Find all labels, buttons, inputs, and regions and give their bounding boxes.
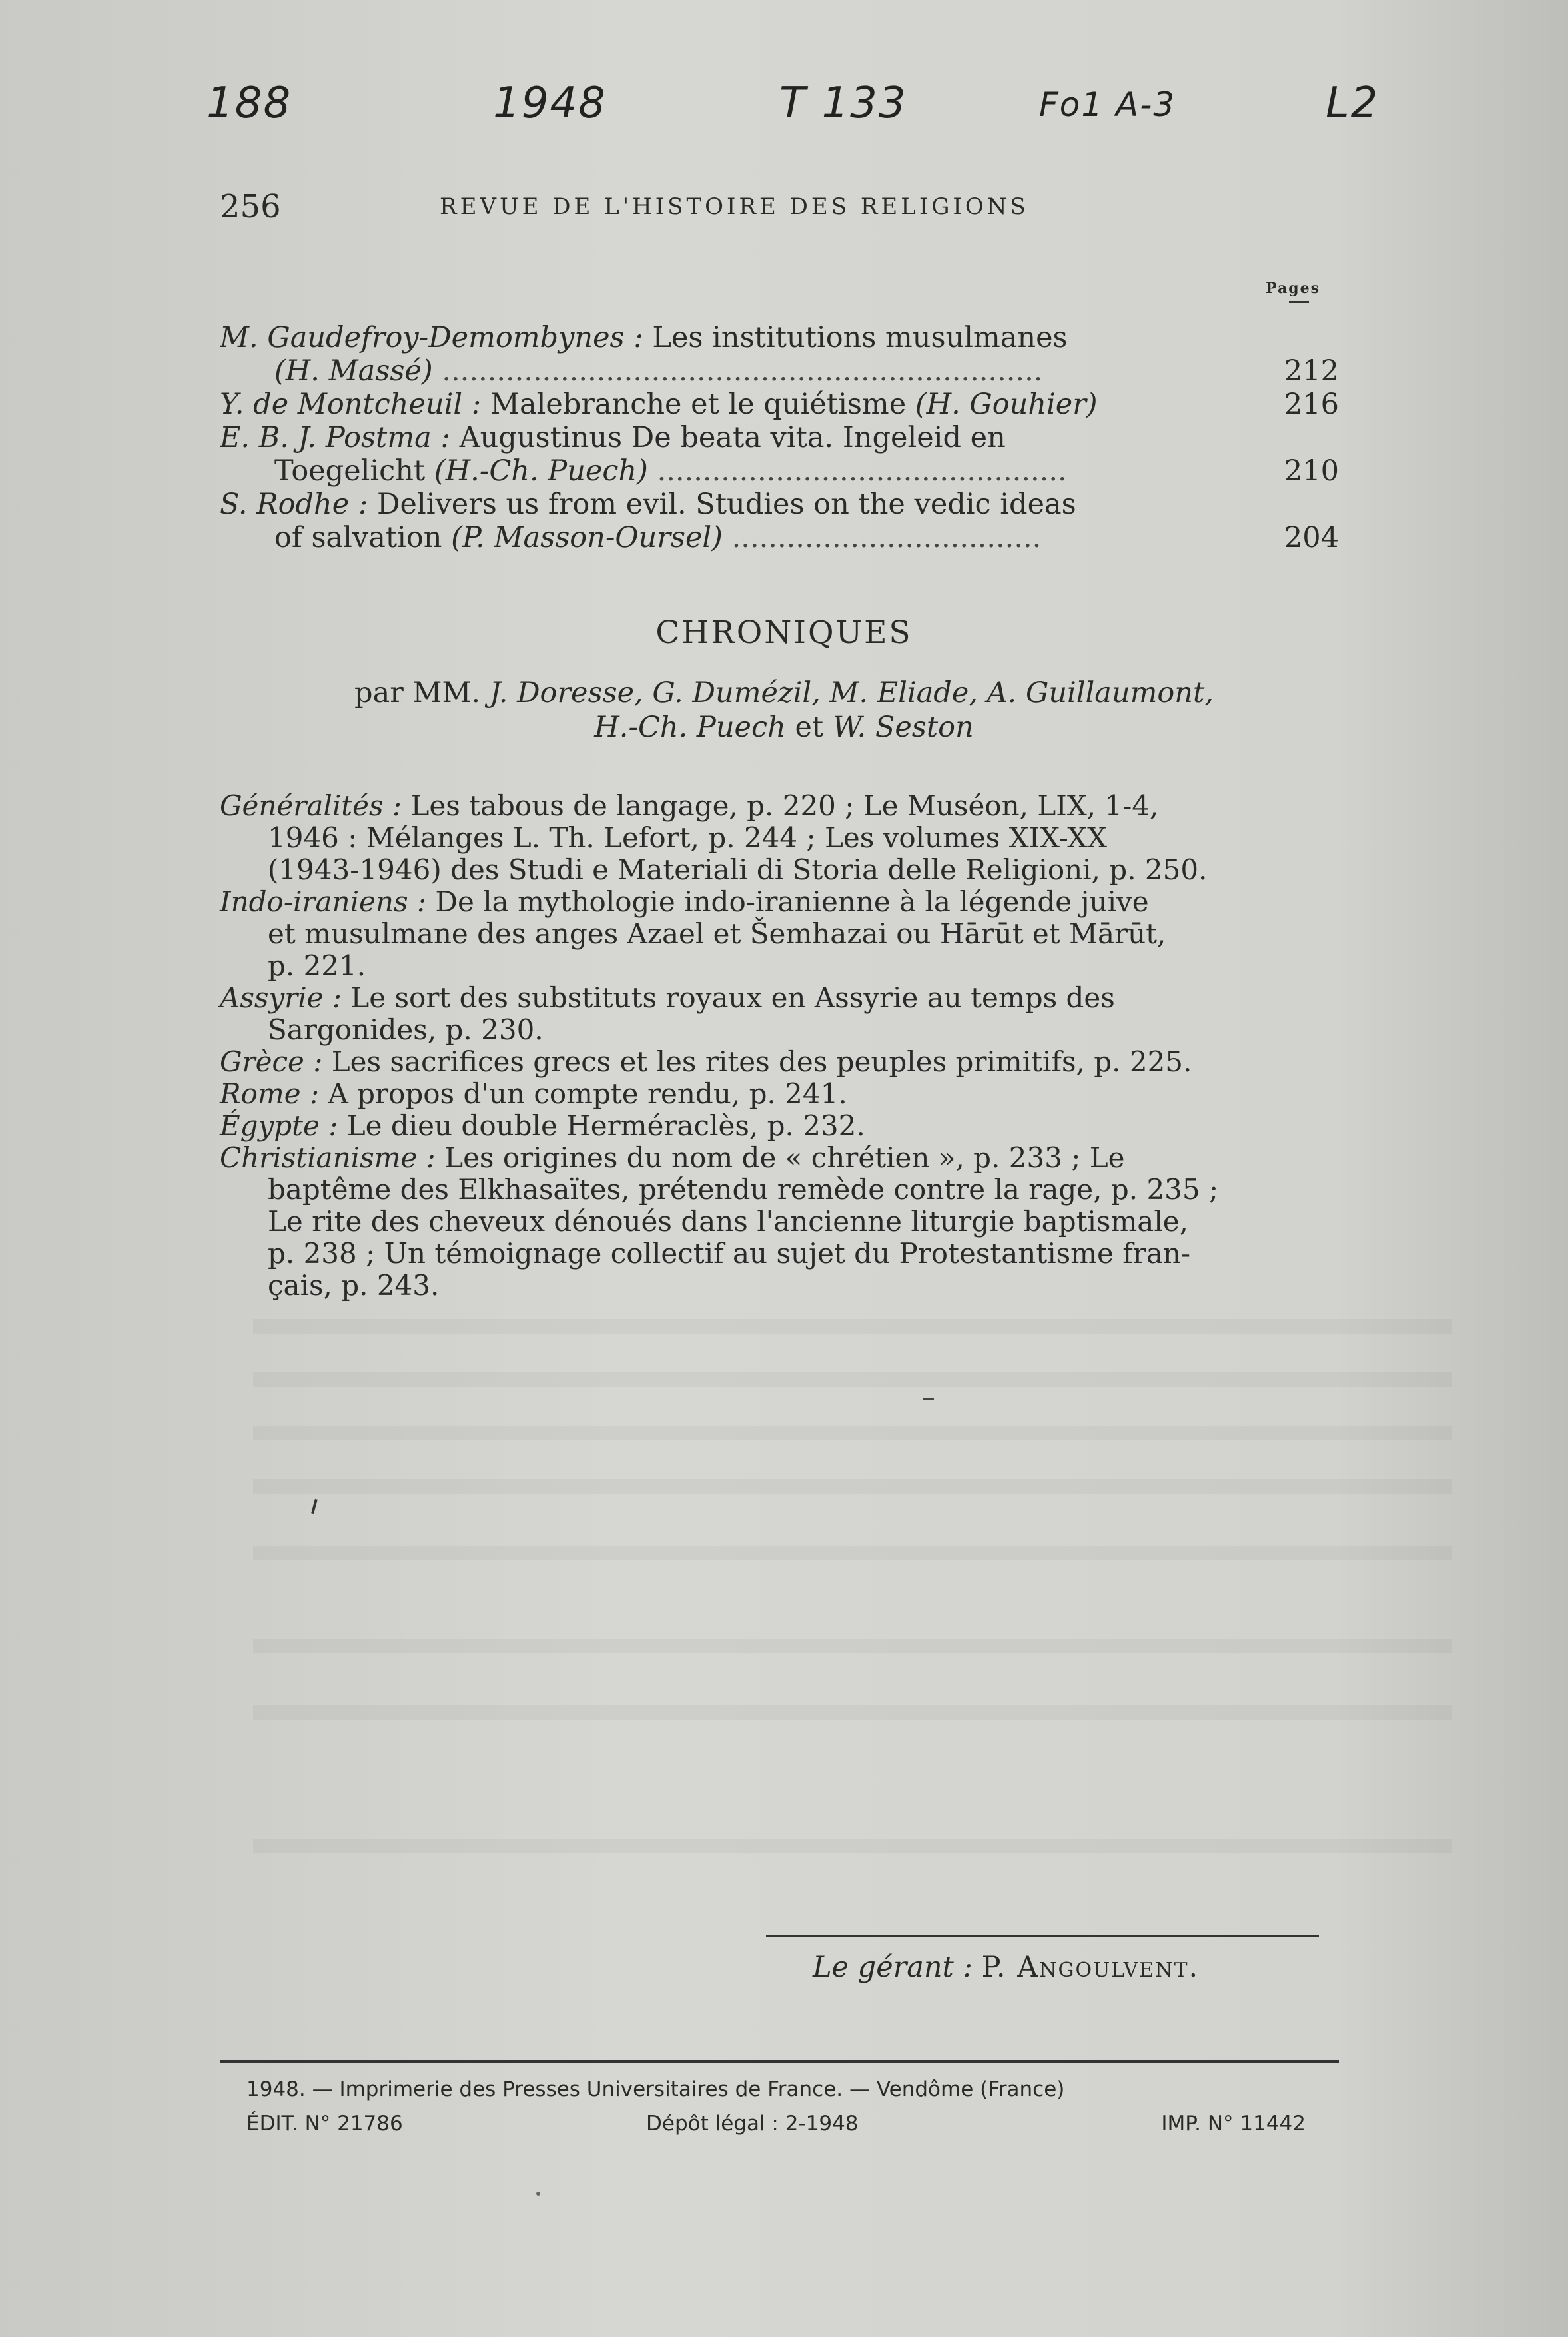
handwritten-note: Fo1 A-3	[1039, 85, 1176, 124]
review-page: 216	[1284, 388, 1339, 421]
gerant-label: Le gérant :	[813, 1951, 973, 1984]
review-title-cont: of salvation	[274, 521, 442, 554]
chronicle-text: A propos d'un compte rendu, p. 241.	[328, 1077, 847, 1110]
chronicle-label: Indo-iraniens :	[220, 885, 426, 918]
review-reviewer: (H. Massé)	[274, 354, 433, 388]
conjunction: et	[795, 711, 824, 744]
bleed-through	[253, 1372, 1452, 1387]
chronicle-item	[220, 1078, 1346, 1110]
stray-mark	[311, 1499, 318, 1514]
chronicle-item	[220, 1142, 1346, 1302]
chronicle-text: (1943-1946) des Studi e Materiali di Storia delle Religioni, p. 250.	[268, 853, 1208, 886]
imprint-line	[246, 2112, 1306, 2136]
review-author: Y. de Montcheuil :	[220, 388, 482, 421]
chronicle-text: p. 221.	[268, 949, 366, 982]
chronicle-text: Le sort des substituts royaux en Assyrie au temps des	[350, 981, 1115, 1014]
review-title: Delivers us from evil. Studies on the vedic ideas	[377, 488, 1076, 521]
chronicle-item	[220, 886, 1346, 982]
review-entry	[220, 388, 1339, 421]
contributor-names: W. Seston	[832, 711, 974, 744]
chronicle-label: Assyrie :	[220, 981, 342, 1014]
chronicle-text: De la mythologie indo-iranienne à la légende juive	[435, 885, 1149, 918]
review-page: 204	[1284, 521, 1339, 554]
chronicle-item	[220, 982, 1346, 1046]
imprint-number: IMP. N° 11442	[1161, 2112, 1306, 2136]
bleed-through	[253, 1639, 1452, 1653]
page-header	[220, 188, 1332, 234]
contributor-names: J. Doresse, G. Dumézil, M. Eliade, A. Guillaumont,	[489, 676, 1214, 709]
chronicle-item	[220, 1046, 1346, 1078]
bleed-through	[253, 1546, 1452, 1560]
chronicle-label: Généralités :	[220, 789, 402, 822]
gerant-name: P. Angoulvent.	[981, 1951, 1200, 1984]
reviews-list	[220, 321, 1339, 554]
chronicle-label: Christianisme :	[220, 1141, 436, 1174]
review-entry: E. B. J. Postma : Augustinus De beata vita. Ingeleid en Toegelicht (H.-Ch. Puech) ............................................. 210	[220, 421, 1339, 488]
handwritten-note: 188	[206, 79, 292, 128]
bleed-through	[253, 1705, 1452, 1720]
divider	[1289, 301, 1309, 303]
review-page: 210	[1284, 454, 1339, 488]
stray-mark	[536, 2192, 540, 2196]
imprint-depot: Dépôt légal : 2-1948	[646, 2112, 859, 2136]
chronicle-text: p. 238 ; Un témoignage collectif au sujet du Protestantisme fran-	[268, 1237, 1191, 1270]
review-reviewer: (P. Masson-Oursel)	[451, 521, 723, 554]
handwritten-note: T 133	[779, 79, 907, 128]
signature-rule	[766, 1935, 1319, 1937]
chronicle-text: Les sacrifices grecs et les rites des peuples primitifs, p. 225.	[331, 1045, 1192, 1078]
review-reviewer: (H. Gouhier)	[915, 388, 1098, 421]
chronicle-label: Rome :	[220, 1077, 320, 1110]
pages-column-label: Pages	[1266, 280, 1320, 297]
imprint-printer: 1948. — Imprimerie des Presses Universitaires de France. — Vendôme (France)	[246, 2077, 1065, 2101]
bleed-through	[253, 1479, 1452, 1494]
bleed-through	[253, 1426, 1452, 1440]
imprint-rule	[220, 2060, 1339, 2063]
bleed-through	[253, 1319, 1452, 1334]
chronicle-text: baptême des Elkhasaïtes, prétendu remède contre la rage, p. 235 ;	[268, 1173, 1219, 1206]
gerant-line	[813, 1951, 1199, 1984]
chronicle-text: çais, p. 243.	[268, 1269, 440, 1302]
chronicle-text: Le rite des cheveux dénoués dans l'ancienne liturgie baptismale,	[268, 1205, 1188, 1238]
divider	[923, 1398, 934, 1400]
par-label: par MM.	[354, 676, 481, 709]
contributor-names: H.-Ch. Puech	[594, 711, 786, 744]
running-title: REVUE DE L'HISTOIRE DES RELIGIONS	[440, 193, 1029, 220]
review-title: Les institutions musulmanes	[652, 321, 1068, 354]
review-title-cont: Toegelicht	[274, 454, 426, 488]
review-author: E. B. J. Postma :	[220, 421, 450, 454]
chronicle-text: Le dieu double Herméraclès, p. 232.	[346, 1109, 865, 1142]
contributors	[0, 676, 1568, 745]
chronicle-label: Grèce :	[220, 1045, 323, 1078]
chronicle-item	[220, 790, 1346, 886]
bleed-through	[253, 1839, 1452, 1853]
chronicle-text: 1946 : Mélanges L. Th. Lefort, p. 244 ; Les volumes XIX-XX	[268, 821, 1108, 854]
chronicle-item	[220, 1110, 1346, 1142]
chronicle-list	[220, 790, 1346, 1302]
review-author: M. Gaudefroy-Demombynes :	[220, 321, 643, 354]
review-page: 212	[1284, 354, 1339, 388]
review-entry: M. Gaudefroy-Demombynes : Les institutions musulmanes (H. Massé) .................................................................. 212	[220, 321, 1339, 388]
review-title: Augustinus De beata vita. Ingeleid en	[459, 421, 1006, 454]
review-author: S. Rodhe :	[220, 488, 368, 521]
page-number: 256	[220, 188, 281, 225]
section-title: CHRONIQUES	[655, 614, 913, 651]
handwritten-note: L2	[1326, 79, 1379, 128]
chronicle-text: Sargonides, p. 230.	[268, 1013, 544, 1046]
chronicle-text: et musulmane des anges Azael et Šemhazai ou Hārūt et Mārūt,	[268, 917, 1166, 950]
review-title: Malebranche et le quiétisme	[490, 388, 907, 421]
imprint-edition: ÉDIT. N° 21786	[246, 2112, 403, 2136]
handwritten-note: 1948	[493, 79, 607, 128]
chronicle-text: Les tabous de langage, p. 220 ; Le Muséon, LIX, 1-4,	[410, 789, 1159, 822]
imprint-line	[246, 2077, 1306, 2101]
review-reviewer: (H.-Ch. Puech)	[434, 454, 648, 488]
review-entry: S. Rodhe : Delivers us from evil. Studies on the vedic ideas of salvation (P. Masson-Oursel) .................................. 204	[220, 488, 1339, 554]
chronicle-text: Les origines du nom de « chrétien », p. 233 ; Le	[444, 1141, 1125, 1174]
chronicle-label: Égypte :	[220, 1109, 338, 1142]
